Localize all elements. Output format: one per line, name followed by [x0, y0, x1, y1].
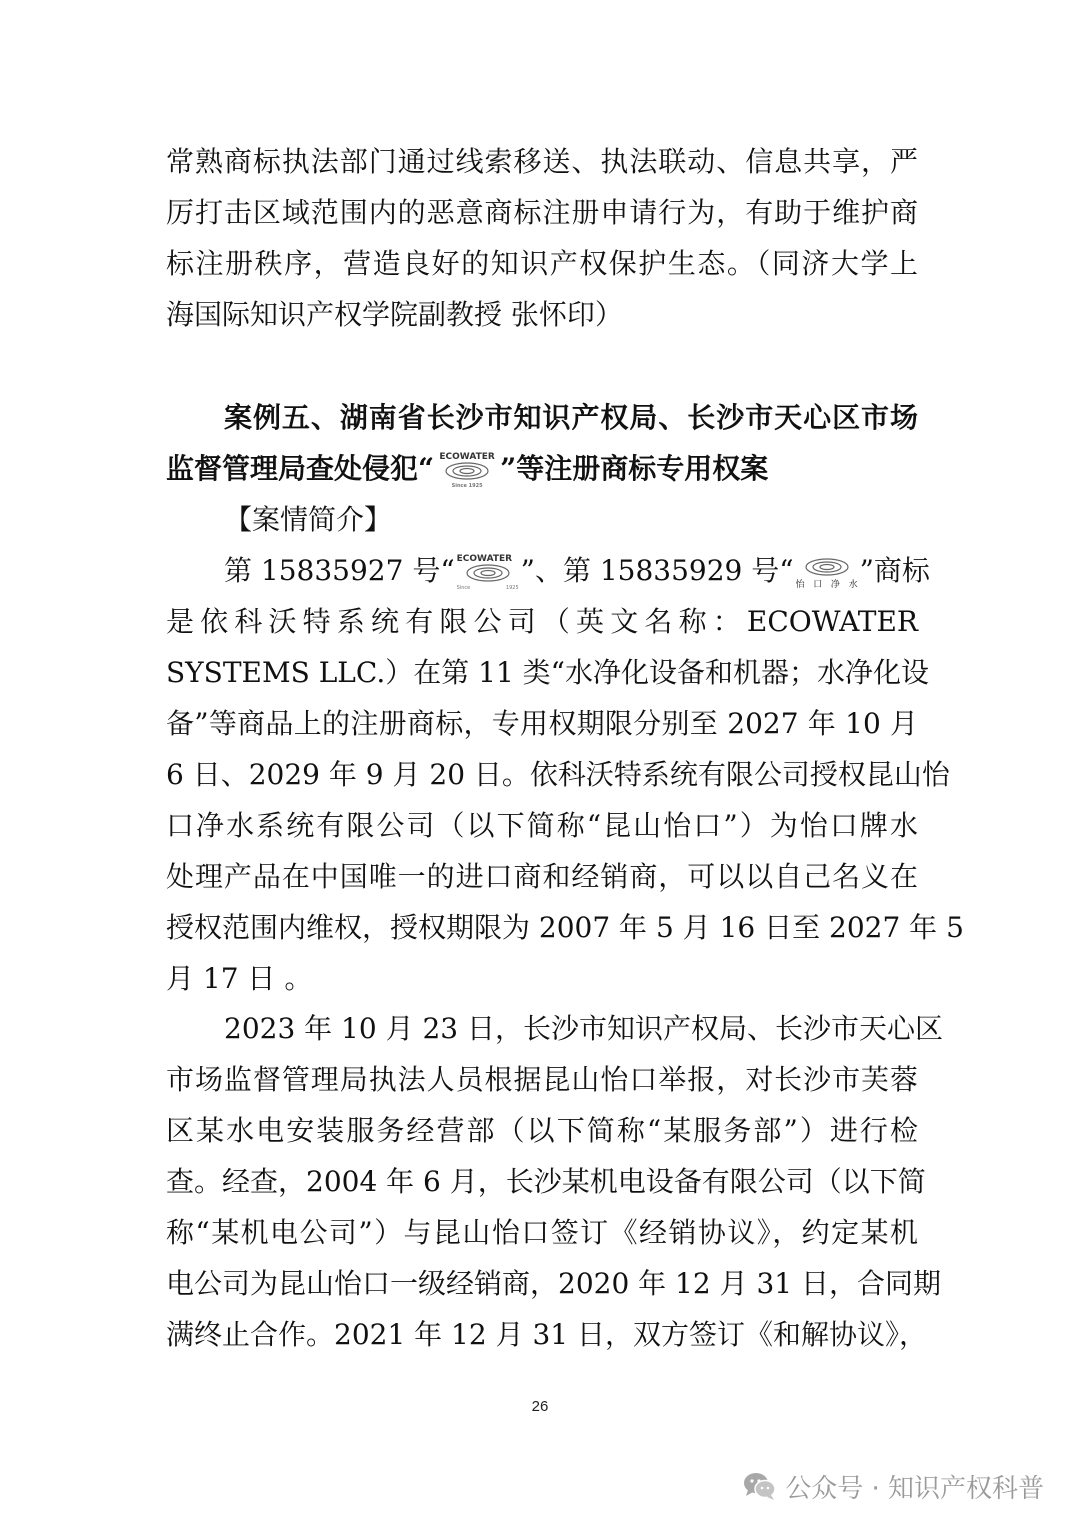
para1-first-line	[166, 545, 930, 596]
para2-line: 满终止合作。2021 年 12 月 31 日，双方签订《和解协议》，	[166, 1318, 928, 1351]
para2-line: 市场监督管理局执法人员根据昆山怡口举报，对长沙市芙蓉	[166, 1063, 918, 1096]
wechat-icon	[743, 1471, 777, 1501]
paragraph-2	[166, 1003, 944, 1360]
intro-line: 常熟商标执法部门通过线索移送、执法联动、信息共享，严	[166, 145, 918, 178]
section-label-text: 【案情简介】	[224, 503, 393, 536]
para2-line: 电公司为昆山怡口一级经销商，2020 年 12 月 31 日，合同期	[166, 1267, 942, 1300]
para2-line: 称“某机电公司”）与昆山怡口签订《经销协议》，约定某机	[166, 1216, 918, 1249]
case-heading	[166, 392, 918, 494]
para2-line: 查。经查，2004 年 6 月，长沙某机电设备有限公司（以下简	[166, 1165, 926, 1198]
swirl-icon	[465, 563, 511, 583]
para1-last-line: 月 17 日 。	[166, 962, 313, 995]
para1-line: 授权范围内维权，授权期限为 2007 年 5 月 16 日至 2027 年 5	[166, 911, 964, 944]
watermark-text: 公众号 · 知识产权科普	[785, 1473, 1044, 1504]
para1-text: ”商标	[859, 554, 930, 587]
ecowater-chinese-logo	[796, 553, 858, 593]
para1-line: SYSTEMS LLC.）在第 11 类“水净化设备和机器；水净化设	[166, 656, 929, 689]
para1-line: 处理产品在中国唯一的进口商和经销商，可以以自己名义在	[166, 860, 918, 893]
watermark	[743, 1466, 1044, 1506]
para2-first-line: 2023 年 10 月 23 日，长沙市知识产权局、长沙市天心区	[224, 1012, 944, 1045]
section-label	[166, 494, 918, 545]
swirl-icon	[804, 557, 850, 577]
page-number: 26	[531, 1398, 549, 1415]
case-heading-line2	[166, 443, 918, 494]
ecowater-logo	[436, 451, 498, 491]
intro-line: 标注册秩序，营造良好的知识产权保护生态。（同济大学上	[166, 247, 918, 280]
logo-brand-text: ECOWATER	[456, 553, 513, 564]
intro-line: 厉打击区域范围内的恶意商标注册申请行为，有助于维护商	[166, 196, 918, 229]
para1-text: 第 15835927 号“	[224, 554, 455, 587]
para1-line: 口净水系统有限公司（以下简称“昆山怡口”）为怡口牌水	[166, 809, 918, 842]
case-heading-line1: 案例五、湖南省长沙市知识产权局、长沙市天心区市场	[224, 401, 918, 434]
intro-paragraph	[166, 136, 918, 340]
logo-chinese-text: 怡口净水	[795, 579, 858, 590]
para1-text: ”、第 15835929 号“	[520, 554, 794, 587]
logo-brand-text: ECOWATER	[439, 451, 495, 462]
swirl-icon	[444, 461, 490, 481]
case-heading-text: 监督管理局查处侵犯“	[166, 452, 435, 485]
para2-line: 区某水电安装服务经营部（以下简称“某服务部”）进行检	[166, 1114, 918, 1147]
logo-since-text: Since 1925	[451, 482, 483, 489]
paragraph-1	[166, 545, 964, 1004]
intro-line: 海国际知识产权学院副教授 张怀印）	[166, 298, 623, 331]
case-heading-text: ”等注册商标专用权案	[500, 452, 769, 485]
para1-line: 是依科沃特系统有限公司（英文名称：ECOWATER	[166, 605, 918, 638]
para1-line: 6 日、2029 年 9 月 20 日。依科沃特系统有限公司授权昆山怡	[166, 758, 950, 791]
logo-since-text: Since 1925	[456, 584, 519, 591]
ecowater-logo	[457, 553, 519, 593]
para1-line: 备”等商品上的注册商标，专用权期限分别至 2027 年 10 月	[166, 707, 918, 740]
